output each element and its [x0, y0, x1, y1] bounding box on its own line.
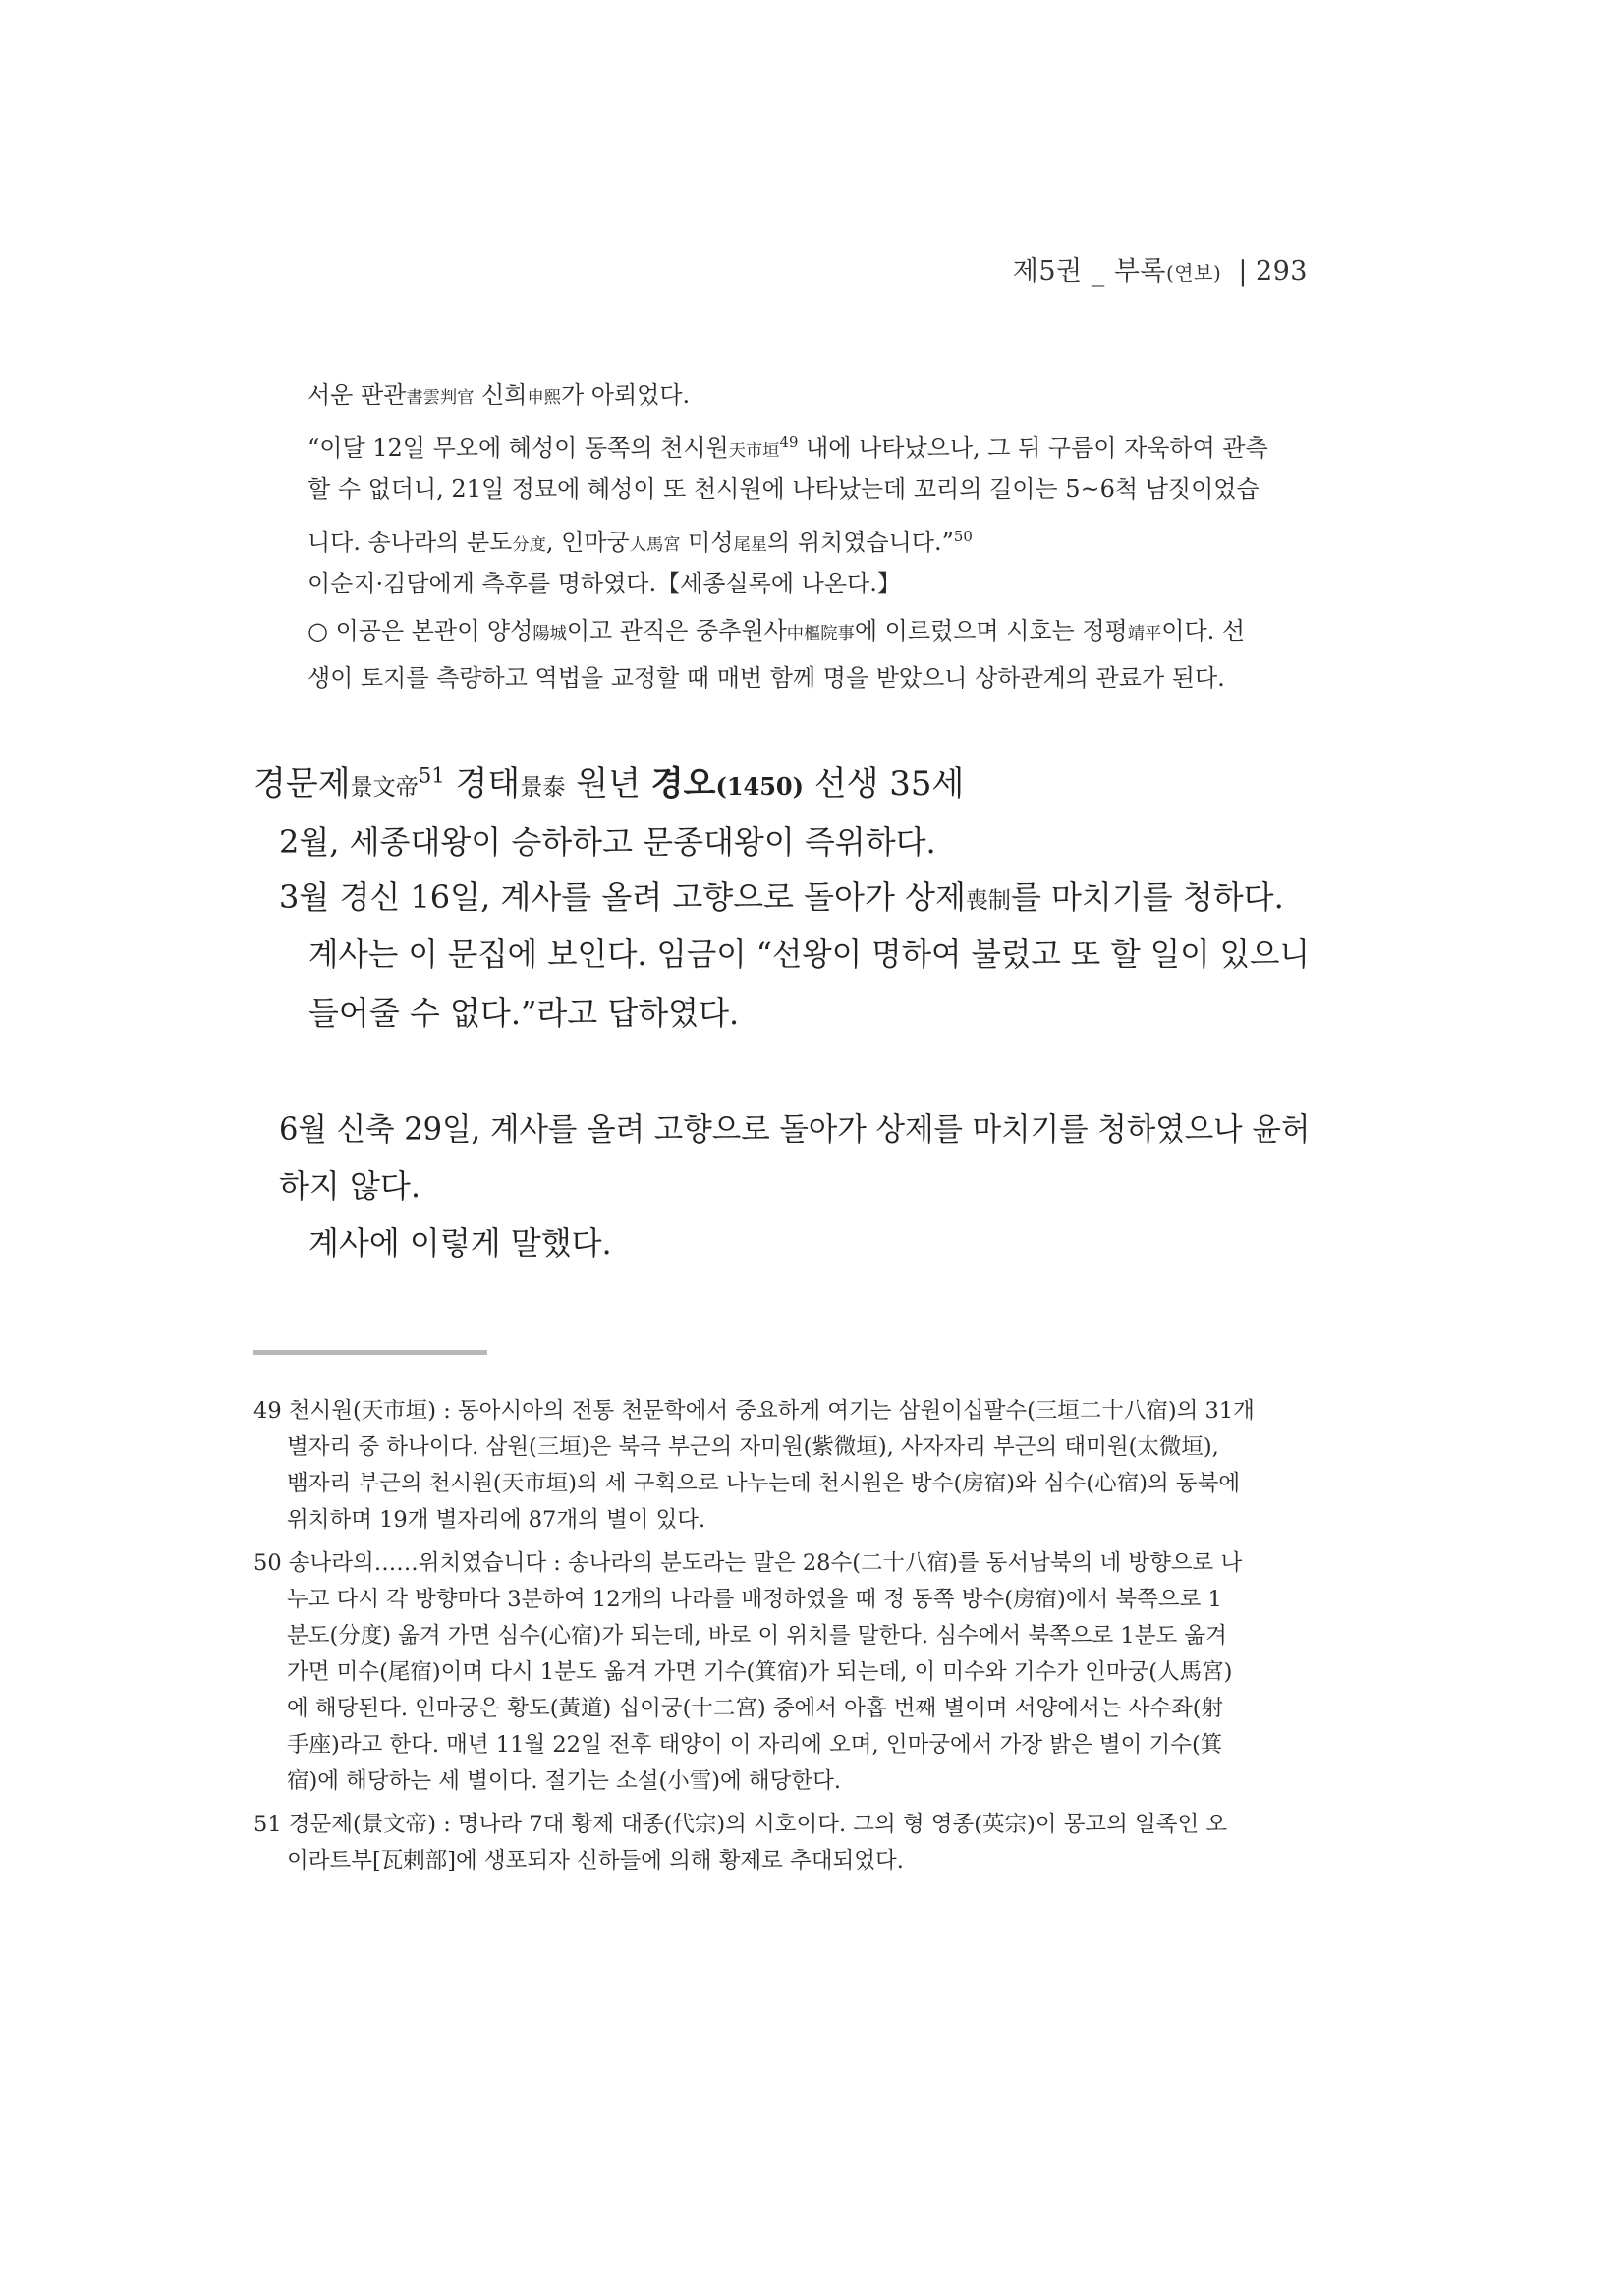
footnote-ref-51[interactable]: 51: [418, 762, 445, 788]
header-section-sub: (연보): [1166, 261, 1222, 285]
footnote-50-line-2: 누고 다시 각 방향마다 3분하여 12개의 나라를 배정하였을 때 정 동쪽 방수(房宿)에서 북쪽으로 1: [287, 1587, 1222, 1612]
footnote-ref-50[interactable]: 50: [953, 528, 973, 545]
quote-line-4: 니다. 송나라의 분도分度, 인마궁人馬宮 미성尾星의 위치였습니다.”$^{50}$: [308, 528, 973, 556]
footnote-50-line-4: 가면 미수(尾宿)이며 다시 1분도 옮겨 가면 기수(箕宿)가 되는데, 이 미수와 기수가 인마궁(人馬宮): [287, 1659, 1233, 1685]
header-separator: |: [1238, 256, 1248, 287]
footnote-50-line-5: 에 해당된다. 인마궁은 황도(黃道) 십이궁(十二宮) 중에서 아홉 번째 별이며 서양에서는 사수좌(射: [287, 1696, 1224, 1721]
year-heading: 경문제景文帝$^{51}$ 경태景泰 원년 경오(1450) 선생 35세: [253, 762, 965, 804]
quote-line-3: 할 수 없더니, 21일 정묘에 혜성이 또 천시원에 나타났는데 꼬리의 길이는 5~6척 남짓이었습: [308, 476, 1260, 503]
quote-line-1: 서운 판관書雲判官 신희申熙가 아뢰었다.: [308, 381, 691, 409]
header-volume: 제5권: [1012, 256, 1083, 287]
footnote-rule: [253, 1350, 487, 1355]
quote-line-2: “이달 12일 무오에 혜성이 동쪽의 천시원天市垣$^{49}$ 내에 나타났으나, 그 뒤 구름이 자욱하여 관측: [308, 433, 1268, 462]
header-section: 부록: [1113, 256, 1166, 287]
entry-mar-detail-2: 들어줄 수 없다.”라고 답하였다.: [308, 994, 740, 1032]
entry-mar-detail-1: 계사는 이 문집에 보인다. 임금이 “선왕이 명하여 불렀고 또 할 일이 있으니: [308, 935, 1310, 973]
page-number: 293: [1255, 256, 1308, 287]
entry-mar: 3월 경신 16일, 계사를 올려 고향으로 돌아가 상제喪制를 마치기를 청하다.: [279, 878, 1284, 916]
footnote-49-line-1: 49 천시원(天市垣) : 동아시아의 전통 천문학에서 중요하게 여기는 삼원이십팔수(三垣二十八宿)의 31개: [253, 1398, 1255, 1424]
entry-jun-2: 하지 않다.: [279, 1167, 420, 1204]
entry-jun-1: 6월 신축 29일, 계사를 올려 고향으로 돌아가 상제를 마치기를 청하였으나 윤허: [279, 1110, 1311, 1148]
footnote-51-line-2: 이라트부[瓦剌部]에 생포되자 신하들에 의해 황제로 추대되었다.: [287, 1848, 904, 1874]
running-header: [1013, 250, 1308, 288]
entry-jun-detail: 계사에 이렇게 말했다.: [308, 1224, 612, 1261]
footnote-49-line-2: 별자리 중 하나이다. 삼원(三垣)은 북극 부근의 자미원(紫微垣), 사자자리 부근의 태미원(太微垣),: [287, 1434, 1219, 1460]
quote-line-6: ○ 이공은 본관이 양성陽城이고 관직은 중추원사中樞院事에 이르렀으며 시호는 정평靖平이다. 선: [308, 617, 1246, 644]
entry-feb: 2월, 세종대왕이 승하하고 문종대왕이 즉위하다.: [279, 823, 936, 861]
footnote-50-line-1: 50 송나라의……위치였습니다 : 송나라의 분도라는 말은 28수(二十八宿)를 동서남북의 네 방향으로 나: [253, 1550, 1243, 1576]
footnote-50-line-6: 手座)라고 한다. 매년 11월 22일 전후 태양이 이 자리에 오며, 인마궁에서 가장 밝은 별이 기수(箕: [287, 1732, 1223, 1758]
footnote-50-line-7: 宿)에 해당하는 세 별이다. 절기는 소설(小雪)에 해당한다.: [287, 1768, 842, 1794]
footnote-ref-49[interactable]: 49: [779, 433, 799, 451]
footnote-50-line-3: 분도(分度) 옮겨 가면 심수(心宿)가 되는데, 바로 이 위치를 말한다. 심수에서 북쪽으로 1분도 옮겨: [287, 1623, 1227, 1649]
quote-line-5: 이순지·김담에게 측후를 명하였다.【세종실록에 나온다.】: [308, 570, 901, 597]
header-dash: _: [1091, 256, 1105, 287]
footnote-49-line-3: 뱀자리 부근의 천시원(天市垣)의 세 구획으로 나누는데 천시원은 방수(房宿)와 심수(心宿)의 동북에: [287, 1471, 1241, 1496]
footnote-51-line-1: 51 경문제(景文帝) : 명나라 7대 황제 대종(代宗)의 시호이다. 그의 형 영종(英宗)이 몽고의 일족인 오: [253, 1812, 1228, 1837]
quote-line-7: 생이 토지를 측량하고 역법을 교정할 때 매번 함께 명을 받았으니 상하관계의 관료가 된다.: [308, 664, 1225, 692]
footnote-49-line-4: 위치하며 19개 별자리에 87개의 별이 있다.: [287, 1507, 706, 1533]
